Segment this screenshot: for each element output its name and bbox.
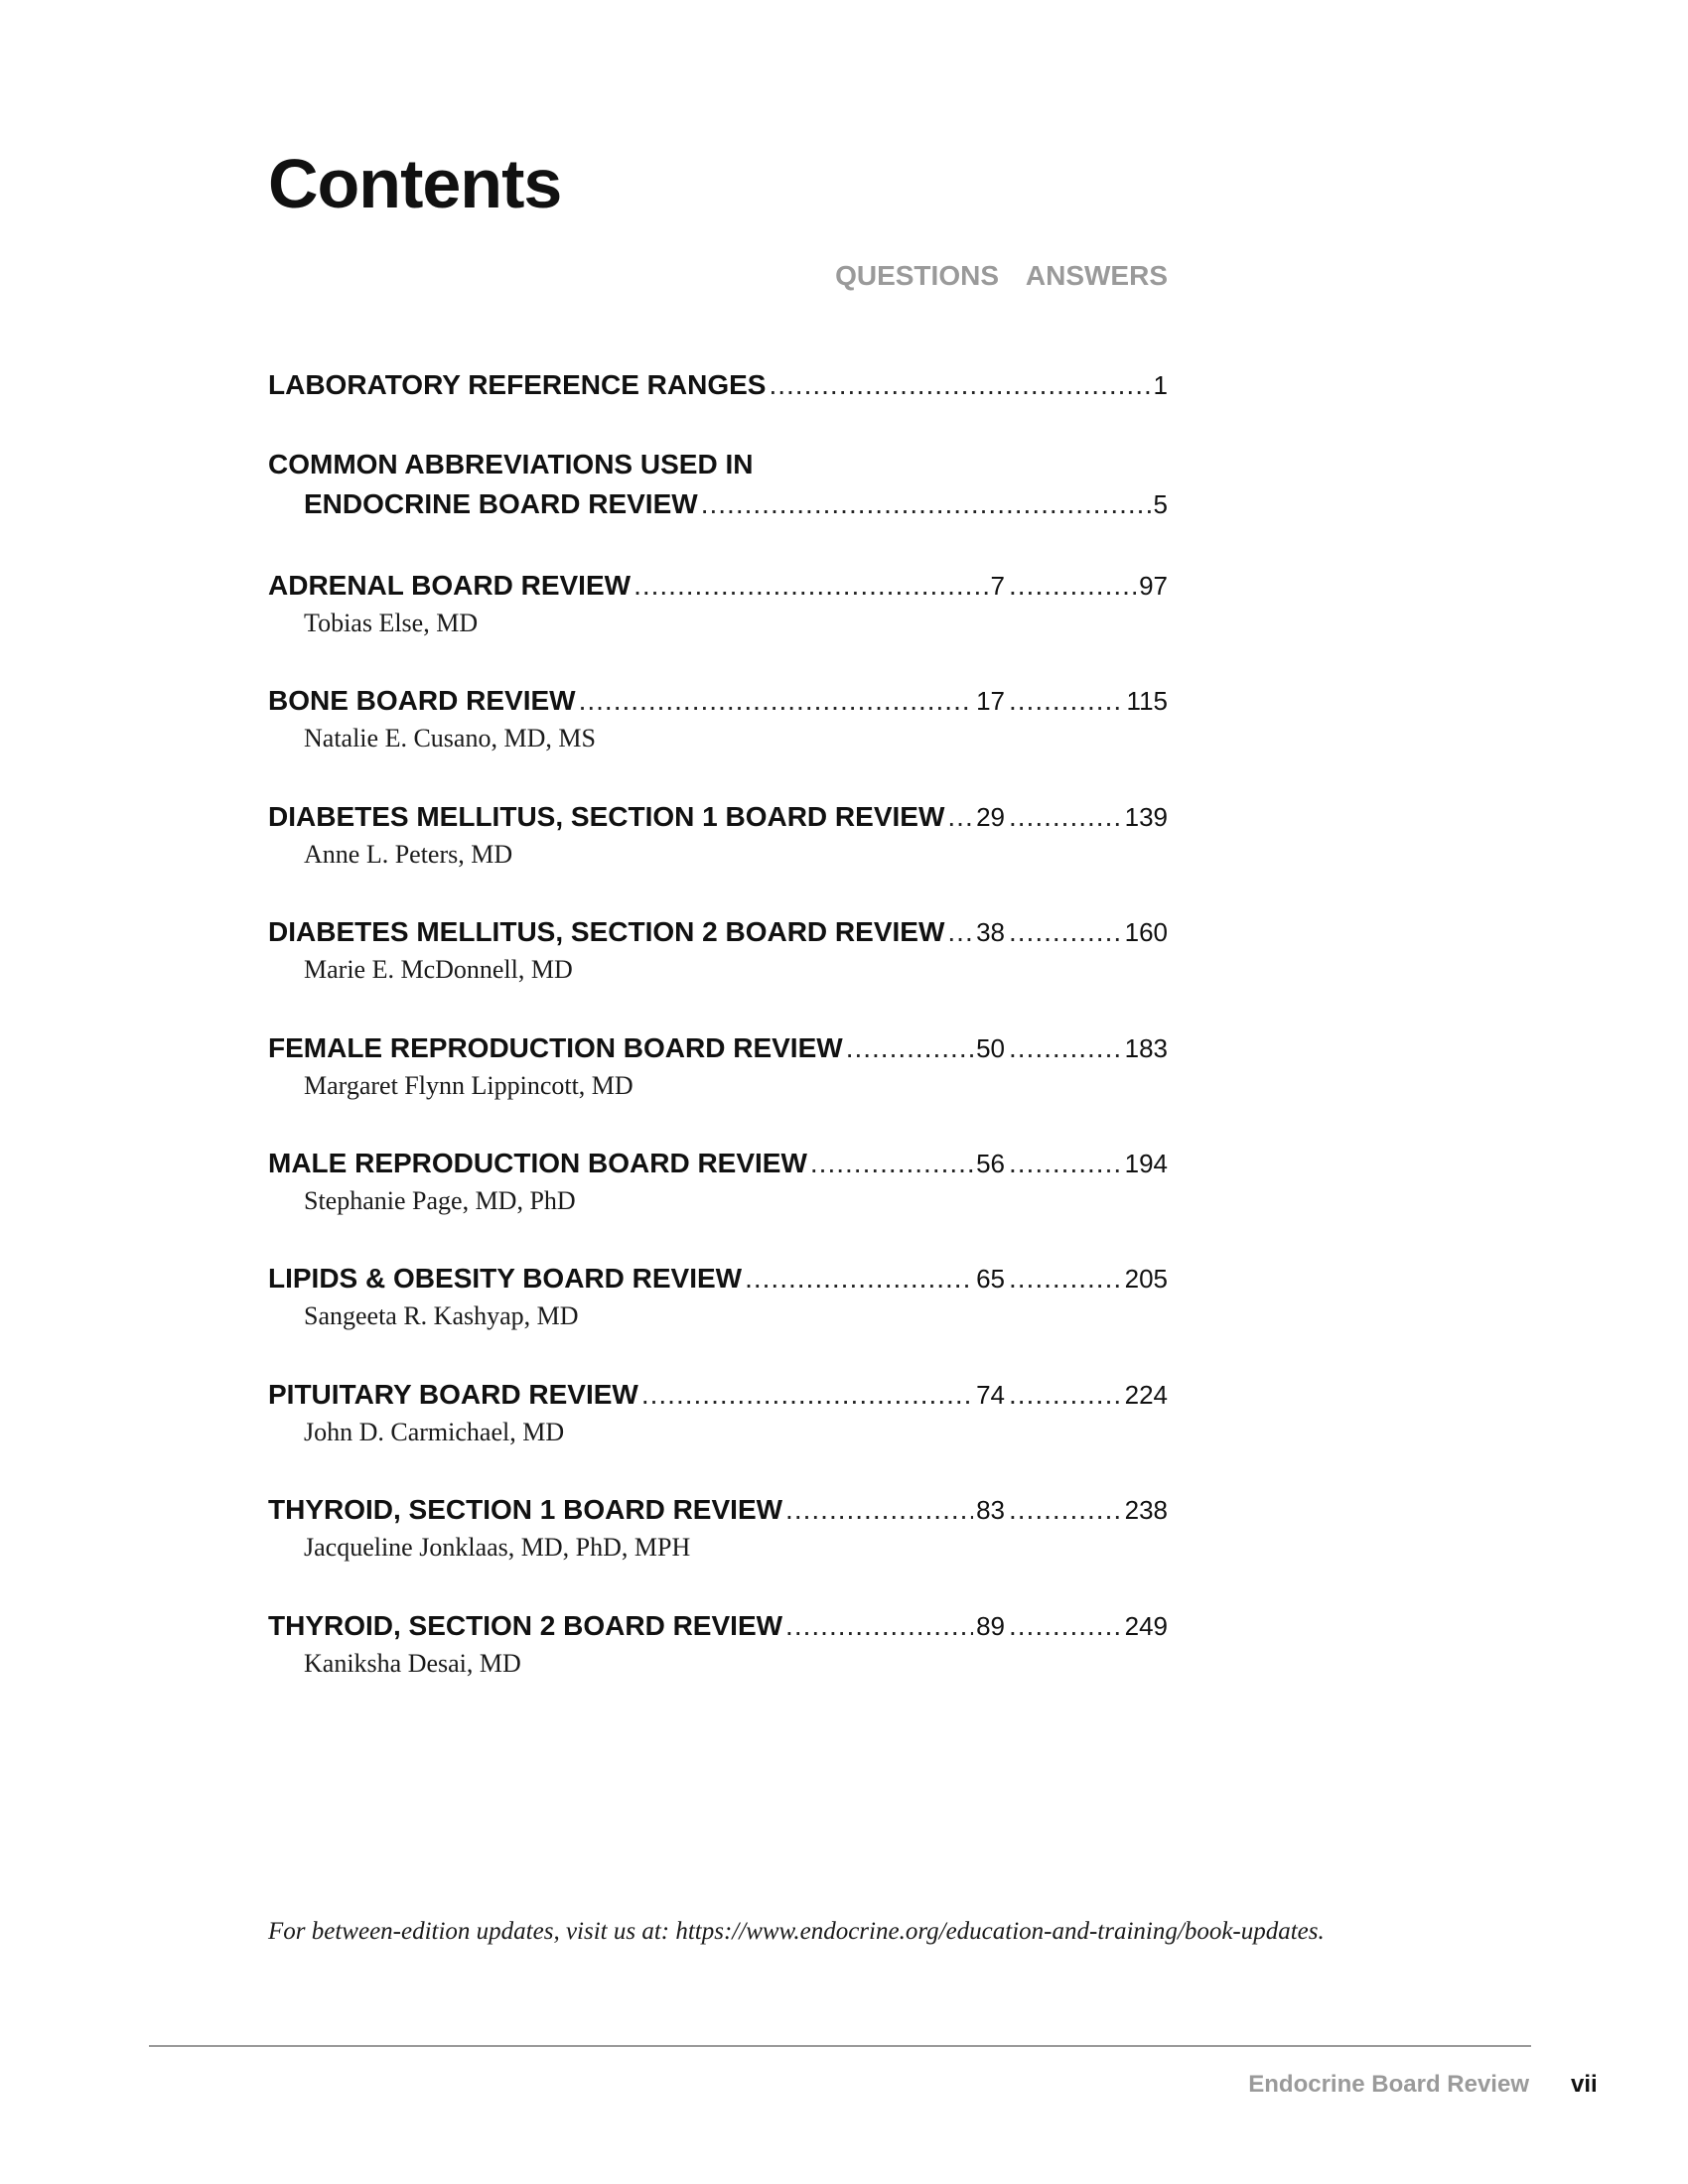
toc-entry[interactable] <box>268 1144 1168 1259</box>
answers-page-number: 224 <box>1124 1379 1168 1410</box>
questions-page-number: 17 <box>976 686 1005 717</box>
toc-entry-author: John D. Carmichael, MD <box>304 1417 565 1446</box>
toc-entry-author: Stephanie Page, MD, PhD <box>304 1185 576 1215</box>
toc-entry-author: Marie E. McDonnell, MD <box>304 955 573 985</box>
toc-entry[interactable] <box>268 1028 1168 1144</box>
dot-leader <box>1009 1259 1122 1298</box>
dot-leader <box>641 1375 973 1415</box>
dot-leader <box>579 681 974 721</box>
toc-entry-lab-ranges[interactable] <box>268 365 1168 445</box>
dot-leader <box>785 1606 973 1646</box>
toc-entry-title: THYROID, SECTION 2 BOARD REVIEW <box>268 1609 783 1641</box>
toc-entry[interactable] <box>268 1259 1168 1374</box>
answers-page-number: 115 <box>1126 686 1168 717</box>
answers-column <box>1005 1375 1168 1415</box>
toc-entry[interactable] <box>268 1490 1168 1605</box>
dot-leader <box>769 365 1150 405</box>
toc-entry-title-continued: ENDOCRINE BOARD REVIEW <box>304 488 698 519</box>
answers-page-number: 249 <box>1124 1610 1168 1641</box>
toc-entry-abbreviations[interactable] <box>268 445 1168 566</box>
toc-entry-title: MALE REPRODUCTION BOARD REVIEW <box>268 1147 807 1178</box>
toc-entry-title: DIABETES MELLITUS, SECTION 2 BOARD REVIEW <box>268 916 945 948</box>
answers-column <box>1005 1259 1168 1298</box>
answers-column-header: ANSWERS <box>1025 260 1168 291</box>
answers-column <box>1005 1606 1168 1646</box>
questions-page-number: 56 <box>976 1148 1005 1178</box>
answers-column <box>1005 1144 1168 1183</box>
questions-page-number: 74 <box>976 1379 1005 1410</box>
toc-entry-title: THYROID, SECTION 1 BOARD REVIEW <box>268 1494 783 1526</box>
dot-leader <box>1009 797 1122 837</box>
answers-column <box>1005 797 1168 837</box>
dot-leader <box>947 912 973 952</box>
toc-entry[interactable] <box>268 1375 1168 1490</box>
questions-page-number: 38 <box>976 917 1005 948</box>
dot-leader <box>947 797 973 837</box>
dot-leader <box>1009 681 1124 721</box>
answers-page-number: 160 <box>1124 917 1168 948</box>
questions-page-number: 7 <box>990 571 1005 601</box>
dot-leader <box>1009 1375 1122 1415</box>
dot-leader <box>846 1028 973 1068</box>
dot-leader <box>1009 1606 1122 1646</box>
toc-entry[interactable] <box>268 1606 1168 1721</box>
dot-leader <box>633 566 987 606</box>
toc-entry-author: Natalie E. Cusano, MD, MS <box>304 724 596 753</box>
questions-page-number: 89 <box>976 1610 1005 1641</box>
answers-page-number: 139 <box>1124 801 1168 832</box>
toc-entry[interactable] <box>268 566 1168 681</box>
toc-page-number: 5 <box>1153 489 1168 519</box>
answers-column <box>1005 912 1168 952</box>
toc-entry[interactable] <box>268 912 1168 1027</box>
answers-column <box>1005 1028 1168 1068</box>
toc-entry-title: PITUITARY BOARD REVIEW <box>268 1378 638 1410</box>
toc-entry-title: FEMALE REPRODUCTION BOARD REVIEW <box>268 1031 843 1063</box>
toc-entry-author: Kaniksha Desai, MD <box>304 1648 521 1678</box>
answers-page-number: 97 <box>1139 571 1168 601</box>
dot-leader <box>1009 912 1122 952</box>
answers-column <box>1005 566 1168 606</box>
questions-page-number: 65 <box>976 1264 1005 1295</box>
toc-entry-title: LIPIDS & OBESITY BOARD REVIEW <box>268 1263 743 1295</box>
answers-page-number: 205 <box>1124 1264 1168 1295</box>
dot-leader <box>745 1259 973 1298</box>
dot-leader <box>1009 1490 1122 1530</box>
dot-leader <box>785 1490 973 1530</box>
toc-page-number: 1 <box>1153 370 1168 400</box>
toc-entry[interactable] <box>268 681 1168 796</box>
questions-page-number: 29 <box>976 801 1005 832</box>
toc-entry-title: ADRENAL BOARD REVIEW <box>268 570 632 601</box>
chapter-list <box>268 566 1168 1721</box>
table-of-contents <box>268 365 1168 1721</box>
questions-page-number: 50 <box>976 1032 1005 1063</box>
column-headers <box>0 260 1688 300</box>
footer-page-number: vii <box>1571 2071 1598 2098</box>
toc-entry-author: Tobias Else, MD <box>304 609 479 637</box>
dot-leader <box>1009 1144 1122 1183</box>
questions-page-number: 83 <box>976 1495 1005 1526</box>
answers-column <box>1005 1490 1168 1530</box>
page-title: Contents <box>268 145 562 222</box>
dot-leader <box>701 484 1151 524</box>
toc-entry-author: Margaret Flynn Lippincott, MD <box>304 1070 633 1100</box>
dot-leader <box>1009 566 1136 606</box>
dot-leader <box>810 1144 973 1183</box>
answers-page-number: 238 <box>1124 1495 1168 1526</box>
footer-divider <box>149 2045 1531 2047</box>
footer-book-title: Endocrine Board Review <box>1248 2071 1529 2098</box>
toc-entry[interactable] <box>268 797 1168 912</box>
answers-column <box>1005 681 1168 721</box>
toc-entry-author: Anne L. Peters, MD <box>304 839 513 869</box>
toc-entry-title: DIABETES MELLITUS, SECTION 1 BOARD REVIEW <box>268 800 945 832</box>
toc-entry-author: Jacqueline Jonklaas, MD, PhD, MPH <box>304 1533 691 1563</box>
toc-entry-title: BONE BOARD REVIEW <box>268 685 576 717</box>
toc-entry-title: LABORATORY REFERENCE RANGES <box>268 369 767 400</box>
toc-entry-author: Sangeeta R. Kashyap, MD <box>304 1301 579 1331</box>
questions-column-header: QUESTIONS <box>835 260 999 291</box>
dot-leader <box>1009 1028 1122 1068</box>
answers-page-number: 183 <box>1124 1032 1168 1063</box>
answers-page-number: 194 <box>1124 1148 1168 1178</box>
updates-note: For between-edition updates, visit us at: https://www.endocrine.org/education-and-training/book-updates. <box>268 1918 1325 1945</box>
toc-entry-title: COMMON ABBREVIATIONS USED IN <box>268 449 754 479</box>
